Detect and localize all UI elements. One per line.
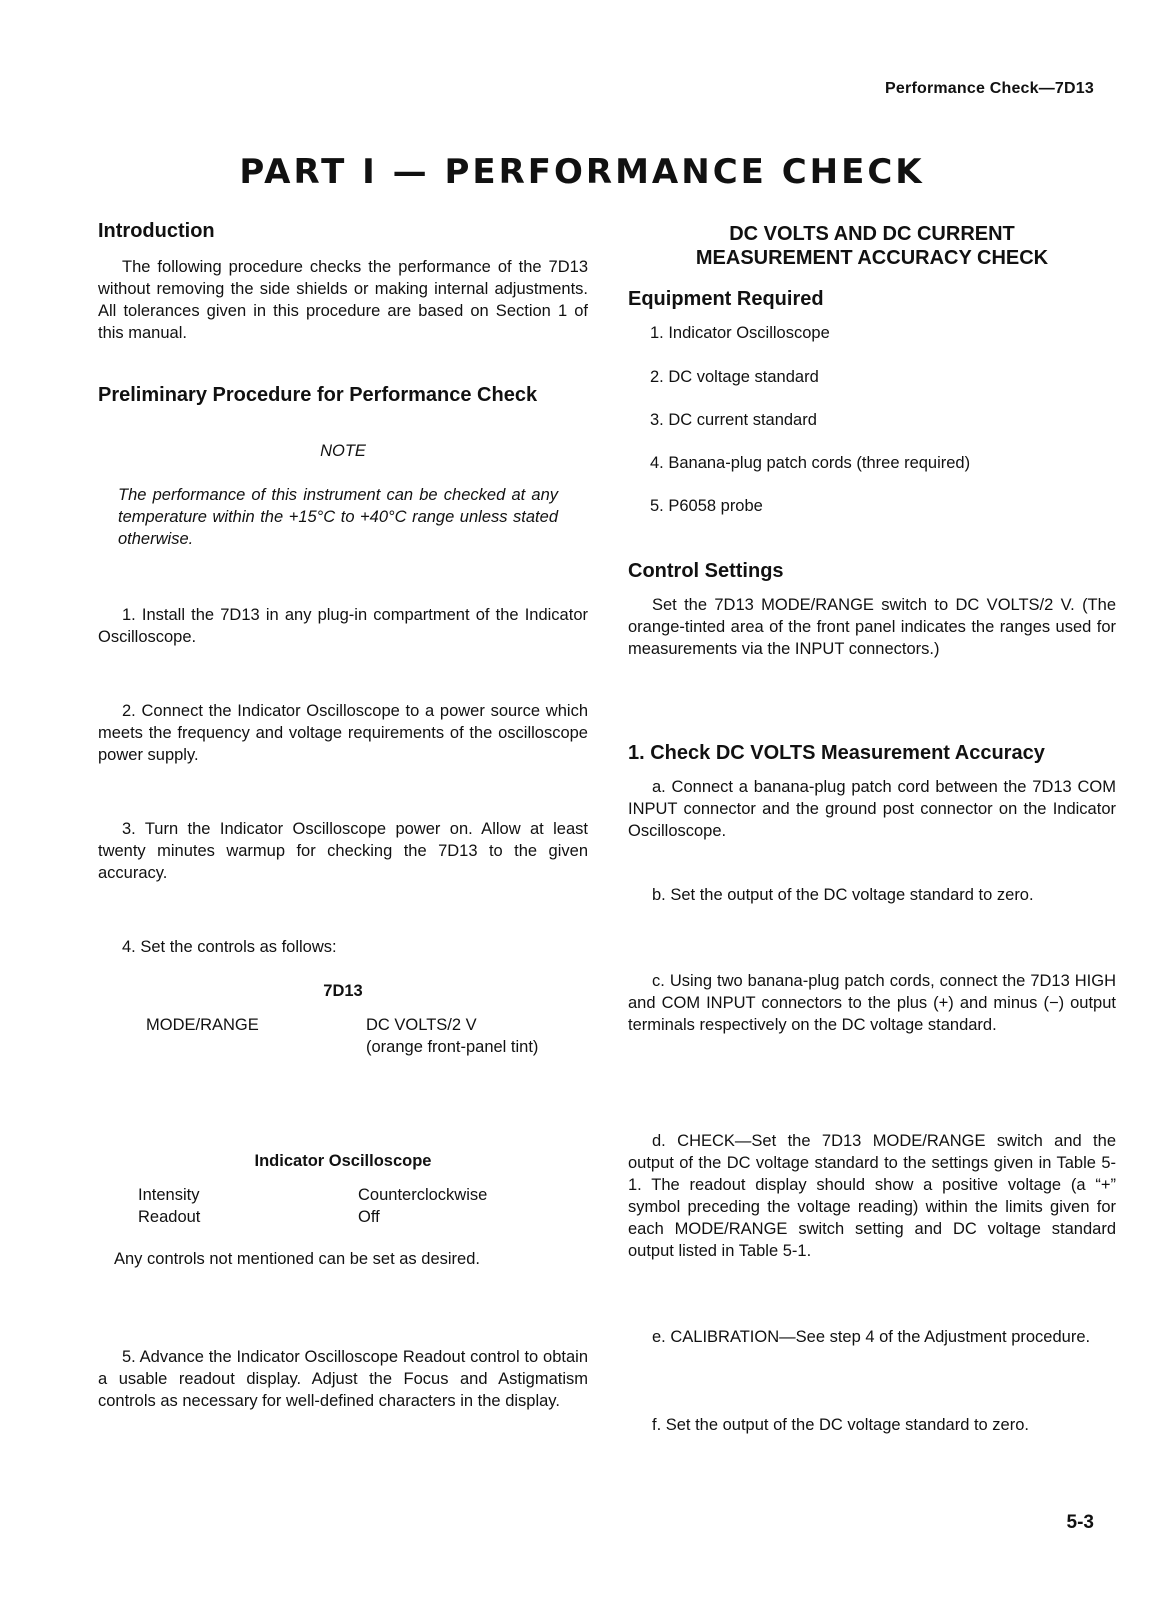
equipment-item: 3. DC current standard: [650, 411, 817, 429]
note-text: The performance of this instrument can be checked at any temperature within the +15°C to +40°C range unless stated otherwise.: [118, 486, 558, 548]
step-d: d. CHECK—Set the 7D13 MODE/RANGE switch and the output of the DC voltage standard to the settings given in Table 5-1. The readout display should show a positive voltage (a “+” symbol preceding the voltage reading) within the limits given for each MODE/RANGE switch setting and DC voltage standard output listed in Table 5-1.: [628, 1132, 1116, 1260]
step-2: 2. Connect the Indicator Oscilloscope to a power source which meets the frequency and voltage requirements of the oscilloscope power supply.: [98, 702, 588, 764]
indicator-oscilloscope-title: Indicator Oscilloscope: [254, 1152, 432, 1170]
equipment-heading: Equipment Required: [628, 288, 824, 310]
equipment-item: 5. P6058 probe: [650, 497, 763, 515]
section-title-line-2: MEASUREMENT ACCURACY CHECK: [695, 247, 1049, 269]
step-f: f. Set the output of the DC voltage standard to zero.: [652, 1416, 1029, 1434]
intensity-label: Intensity: [138, 1186, 200, 1204]
step-1: 1. Install the 7D13 in any plug-in compartment of the Indicator Oscilloscope.: [98, 606, 588, 646]
section-title-line-1: DC VOLTS AND DC CURRENT: [729, 223, 1015, 245]
part-title: PART I — PERFORMANCE CHECK: [239, 152, 925, 192]
settings-7d13-title: 7D13: [323, 982, 363, 1000]
introduction-text: The following procedure checks the performance of the 7D13 without removing the side shields or making internal adjustments. All tolerances given in this procedure are based on Section 1 of this manual.: [98, 258, 588, 342]
step-b: b. Set the output of the DC voltage standard to zero.: [652, 886, 1034, 904]
readout-label: Readout: [138, 1208, 201, 1226]
mode-range-note: (orange front-panel tint): [366, 1038, 539, 1056]
any-controls-text: Any controls not mentioned can be set as desired.: [114, 1250, 480, 1268]
step-3: 3. Turn the Indicator Oscilloscope power on. Allow at least twenty minutes warmup for checking the 7D13 to the given accuracy.: [98, 820, 588, 882]
step-e: e. CALIBRATION—See step 4 of the Adjustment procedure.: [652, 1328, 1091, 1346]
step-a: a. Connect a banana-plug patch cord between the 7D13 COM INPUT connector and the ground post connector on the Indicator Oscilloscope.: [628, 778, 1116, 840]
equipment-item: 1. Indicator Oscilloscope: [650, 324, 830, 342]
step-4: 4. Set the controls as follows:: [122, 938, 337, 956]
control-settings-text: Set the 7D13 MODE/RANGE switch to DC VOLTS/2 V. (The orange-tinted area of the front panel indicates the ranges used for measurements via the INPUT connectors.): [628, 596, 1116, 658]
mode-range-label: MODE/RANGE: [146, 1016, 259, 1034]
equipment-item: 4. Banana-plug patch cords (three required): [650, 454, 971, 472]
step-c: c. Using two banana-plug patch cords, connect the 7D13 HIGH and COM INPUT connectors to the plus (+) and minus (−) output terminals respectively on the DC voltage standard.: [628, 972, 1116, 1034]
note-label: NOTE: [320, 442, 366, 460]
introduction-heading: Introduction: [98, 220, 215, 242]
intensity-value: Counterclockwise: [358, 1186, 488, 1204]
equipment-item: 2. DC voltage standard: [650, 368, 819, 386]
step-5: 5. Advance the Indicator Oscilloscope Readout control to obtain a usable readout display. Adjust the Focus and Astigmatism controls as necessary for well-defined characters in the display.: [98, 1348, 588, 1410]
preliminary-heading: Preliminary Procedure for Performance Check: [98, 384, 538, 406]
control-settings-heading: Control Settings: [628, 560, 784, 582]
running-head: Performance Check—7D13: [885, 80, 1094, 97]
mode-range-value: DC VOLTS/2 V: [366, 1016, 477, 1034]
page-number: 5-3: [1066, 1512, 1094, 1533]
readout-value: Off: [358, 1208, 380, 1226]
check-heading: 1. Check DC VOLTS Measurement Accuracy: [628, 742, 1045, 764]
